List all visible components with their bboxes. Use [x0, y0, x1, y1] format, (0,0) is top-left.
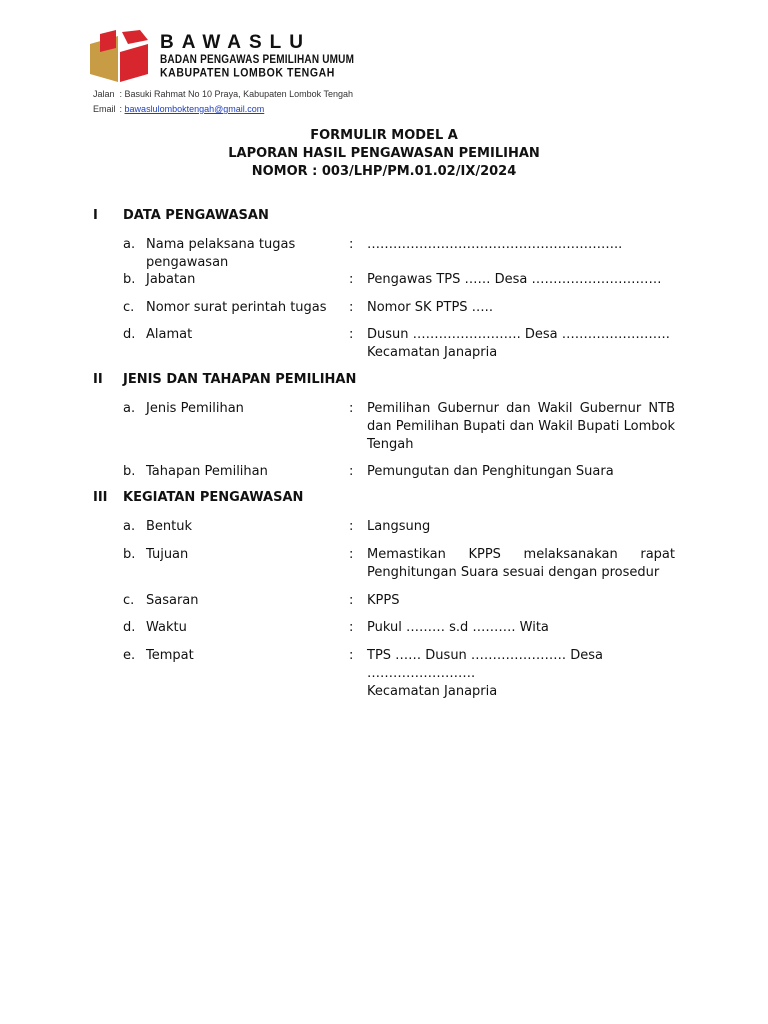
item-colon: :: [349, 272, 354, 287]
item-label: Nama pelaksana tugas pengawasan: [146, 237, 296, 270]
item-colon: :: [349, 464, 354, 479]
email-label: Email: [93, 104, 116, 114]
email-separator: :: [119, 104, 123, 114]
item-letter: a.: [123, 237, 136, 252]
item-colon: :: [349, 300, 354, 315]
item-value: KPPS: [367, 593, 400, 608]
item-value: [367, 647, 675, 701]
section-title: KEGIATAN PENGAWASAN: [123, 490, 304, 505]
item-value: Nomor SK PTPS …..: [367, 300, 493, 315]
section-title: DATA PENGAWASAN: [123, 208, 269, 223]
item-colon: :: [349, 519, 354, 534]
section-number: III: [93, 490, 108, 505]
item-value-line-1: TPS …… Dusun …………………. Desa …………………….: [367, 648, 603, 681]
section-number: II: [93, 372, 103, 387]
item-label: Sasaran: [146, 593, 199, 608]
org-name: BAWASLU: [160, 32, 311, 53]
section-heading: [93, 372, 356, 387]
item-colon: :: [349, 327, 354, 342]
section-title: JENIS DAN TAHAPAN PEMILIHAN: [123, 372, 357, 387]
email-link[interactable]: bawaslulomboktengah@gmail.com: [124, 104, 265, 114]
address-value: : Basuki Rahmat No 10 Praya, Kabupaten Lombok Tengah: [119, 89, 353, 99]
item-label: Alamat: [146, 327, 193, 342]
item-label: Tempat: [146, 648, 194, 663]
item-value-line-2: Kecamatan Janapria: [367, 345, 498, 360]
item-letter: b.: [123, 547, 136, 562]
section-number: I: [93, 208, 98, 223]
item-value: …………………………………………………..: [367, 237, 623, 252]
item-colon: :: [349, 237, 354, 252]
item-letter: c.: [123, 300, 135, 315]
item-label: Jabatan: [146, 272, 196, 287]
item-label: Bentuk: [146, 519, 193, 534]
item-letter: c.: [123, 593, 135, 608]
item-colon: :: [349, 648, 354, 663]
item-value: Pemungutan dan Penghitungan Suara: [367, 464, 614, 479]
item-colon: :: [349, 547, 354, 562]
item-letter: a.: [123, 519, 136, 534]
item-value: Pukul ……… s.d ………. Wita: [367, 620, 549, 635]
item-value-line-2: Kecamatan Janapria: [367, 684, 498, 699]
item-value: [367, 326, 675, 362]
org-subtitle-1: BADAN PENGAWAS PEMILIHAN UMUM: [160, 54, 355, 67]
email-line: [93, 104, 264, 114]
title-line-3: NOMOR : 003/LHP/PM.01.02/IX/2024: [251, 164, 517, 179]
address-label: Jalan: [93, 89, 115, 99]
item-label: Tahapan Pemilihan: [146, 464, 268, 479]
document-title: [0, 127, 768, 181]
item-label: Jenis Pemilihan: [146, 401, 244, 416]
item-letter: b.: [123, 272, 136, 287]
item-label: Tujuan: [146, 547, 189, 562]
address-line: [93, 89, 353, 99]
item-label: Nomor surat perintah tugas: [146, 300, 327, 315]
org-subtitle-2: KABUPATEN LOMBOK TENGAH: [160, 66, 335, 80]
item-letter: d.: [123, 620, 136, 635]
item-letter: a.: [123, 401, 136, 416]
item-letter: e.: [123, 648, 136, 663]
section-heading: [93, 208, 269, 223]
item-letter: b.: [123, 464, 136, 479]
item-value: Pemilihan Gubernur dan Wakil Gubernur NTB dan Pemilihan Bupati dan Wakil Bupati Lombok Tengah: [367, 401, 675, 452]
item-value: Pengawas TPS …… Desa …………………………: [367, 272, 662, 287]
item-colon: :: [349, 593, 354, 608]
item-label: Waktu: [146, 620, 187, 635]
item-letter: d.: [123, 327, 136, 342]
item-value-line-1: Dusun ……………………. Desa …………………….: [367, 327, 670, 342]
item-colon: :: [349, 620, 354, 635]
section-heading: [93, 490, 303, 505]
title-line-1: FORMULIR MODEL A: [310, 128, 458, 143]
bawaslu-logo-icon: [86, 30, 152, 86]
item-colon: :: [349, 401, 354, 416]
letterhead: [86, 30, 355, 90]
title-line-2: LAPORAN HASIL PENGAWASAN PEMILIHAN: [228, 146, 540, 161]
item-value: Memastikan KPPS melaksanakan rapat Penghitungan Suara sesuai dengan prosedur: [367, 547, 675, 580]
item-value: Langsung: [367, 519, 431, 534]
